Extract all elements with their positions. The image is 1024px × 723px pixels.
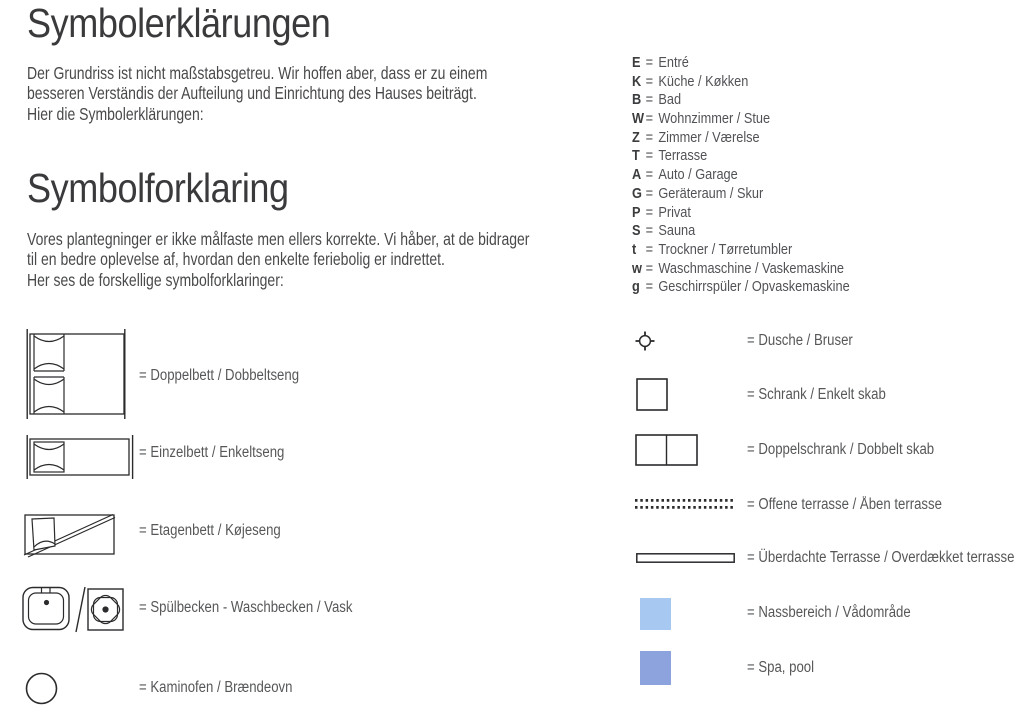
legend-label: = Kaminofen / Brændeovn (139, 679, 293, 696)
wet-area-icon (640, 598, 671, 630)
wood-stove-icon (25, 672, 58, 705)
legend-label: = Schrank / Enkelt skab (747, 386, 886, 403)
code-letter: G (632, 184, 642, 202)
code-row (632, 166, 850, 185)
equals-sign: = (645, 110, 654, 128)
double-wardrobe-icon (635, 434, 698, 466)
code-letter: Z (632, 128, 640, 146)
page-title-german: Symbolerklärungen (27, 0, 331, 46)
code-value: Privat (658, 203, 691, 221)
code-row (632, 241, 850, 260)
code-row (632, 129, 850, 148)
single-bed-icon (26, 435, 134, 479)
equals-sign: = (645, 147, 654, 165)
legend-label: = Etagenbett / Køjeseng (139, 522, 281, 539)
code-letter: K (632, 72, 642, 90)
code-letter: S (632, 222, 641, 240)
code-row (632, 91, 850, 110)
legend-label: = Nassbereich / Vådområde (747, 604, 911, 621)
equals-sign: = (645, 72, 654, 90)
equals-sign: = (645, 259, 654, 277)
code-value: Bad (658, 91, 682, 109)
code-value: Waschmaschine / Vaskemaskine (658, 259, 845, 277)
text-line: besseren Verständis der Aufteilung und Einrichtung des Hauses beiträgt. (27, 83, 477, 104)
intro-paragraph-german (27, 63, 487, 124)
equals-sign: = (645, 128, 654, 146)
double-bed-icon (26, 329, 128, 419)
code-value: Terrasse (658, 147, 708, 165)
code-value: Entré (658, 54, 689, 71)
text-line: Hier die Symbolerklärungen: (27, 103, 204, 124)
code-value: Zimmer / Værelse (658, 128, 760, 146)
single-wardrobe-icon (636, 378, 668, 411)
equals-sign: = (645, 240, 654, 258)
code-letter: B (632, 91, 642, 109)
equals-sign: = (645, 54, 654, 71)
equals-sign: = (645, 184, 654, 202)
code-row (632, 260, 850, 279)
code-row (632, 222, 850, 241)
code-letter: g (632, 278, 640, 296)
code-letter: A (632, 166, 642, 184)
code-row (632, 204, 850, 223)
legend-label: = Doppelschrank / Dobbelt skab (747, 441, 935, 458)
code-row (632, 147, 850, 166)
code-letter: E (632, 54, 641, 71)
code-value: Trockner / Tørretumbler (658, 240, 793, 258)
equals-sign: = (645, 203, 654, 221)
code-letter: w (632, 259, 642, 277)
code-value: Sauna (658, 222, 696, 240)
text-line: Vores plantegninger er ikke målfaste men ellers korrekte. Vi håber, at de bidrager (27, 229, 530, 249)
code-letter: W (632, 110, 645, 128)
text-line: Her ses de forskellige symbolforklaringer: (27, 269, 284, 290)
covered-terrace-icon (636, 553, 735, 563)
legend-label: = Doppelbett / Dobbeltseng (139, 367, 300, 384)
code-value: Küche / Køkken (658, 72, 749, 90)
code-letter: T (632, 147, 640, 165)
legend-label: = Einzelbett / Enkeltseng (139, 444, 285, 461)
bunk-bed-icon (23, 510, 116, 558)
legend-label: = Spa, pool (747, 659, 815, 676)
text-line: til en bedre oplevelse af, hvordan den enkelte feriebolig er indrettet. (27, 249, 445, 270)
code-value: Geschirrspüler / Opvaskemaskine (658, 278, 850, 296)
code-value: Auto / Garage (658, 166, 738, 184)
equals-sign: = (645, 166, 654, 184)
legend-label: = Offene terrasse / Åben terrasse (747, 496, 942, 513)
code-row (632, 54, 850, 73)
code-letter: t (632, 240, 637, 258)
shower-icon (634, 330, 656, 352)
intro-paragraph-danish (27, 229, 529, 290)
code-value: Geräteraum / Skur (658, 184, 764, 202)
equals-sign: = (645, 91, 654, 109)
code-letter: P (632, 203, 641, 221)
room-codes-list (632, 54, 850, 297)
legend-label: = Spülbecken - Waschbecken / Vask (139, 599, 353, 616)
equals-sign: = (645, 278, 654, 296)
code-row (632, 278, 850, 297)
spa-pool-icon (640, 651, 671, 685)
open-terrace-icon (634, 497, 735, 511)
code-row (632, 110, 850, 129)
code-row (632, 185, 850, 204)
page-title-danish: Symbolforklaring (27, 165, 289, 211)
equals-sign: = (645, 222, 654, 240)
code-row (632, 73, 850, 92)
sink-washbasin-icon (22, 585, 124, 634)
legend-label: = Überdachte Terrasse / Overdækket terrasse (747, 549, 1015, 566)
legend-label: = Dusche / Bruser (747, 332, 853, 349)
text-line: Der Grundriss ist nicht maßstabsgetreu. Wir hoffen aber, dass er zu einem (27, 63, 488, 83)
code-value: Wohnzimmer / Stue (658, 110, 771, 128)
